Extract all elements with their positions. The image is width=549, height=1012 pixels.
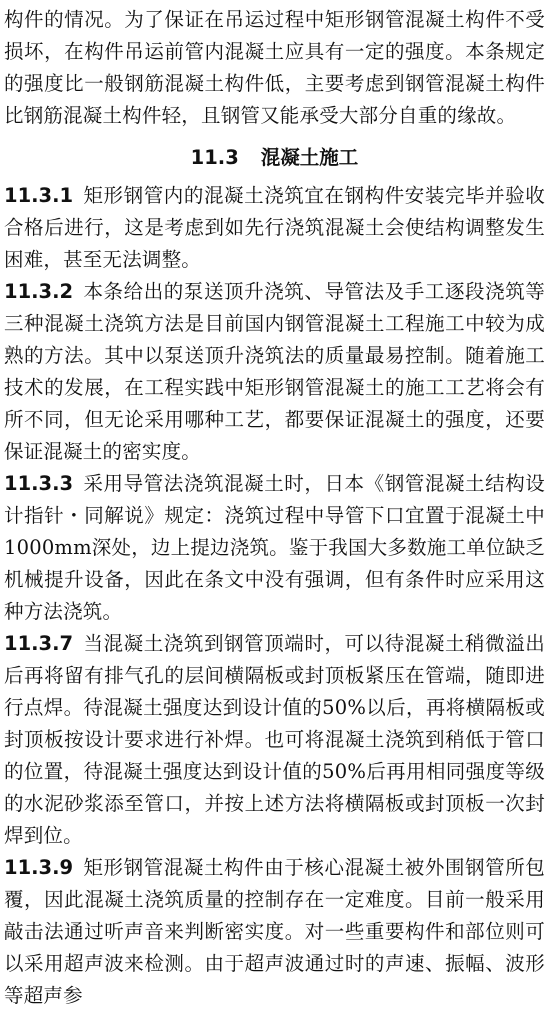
clause-text: 本条给出的泵送顶升浇筑、导管法及手工逐段浇筑等三种混凝土浇筑方法是目前国内钢管混凝土工程施工中较为成熟的方法。其中以泵送顶升浇筑法的质量最易控制。随着施工技术的发展，在工程实践中矩形钢管混凝土的施工工艺将会有所不同，但无论采用哪种工艺，都要保证混凝土的强度，还要保证混凝土的密实度。: [4, 280, 545, 463]
clause-number: 11.3.7: [4, 632, 74, 655]
clause-text: 采用导管法浇筑混凝土时，日本《钢管混凝土结构设计指针・同解说》规定：浇筑过程中导管下口宜置于混凝土中1000mm深处，边上提边浇筑。鉴于我国大多数施工单位缺乏机械提升设备，因此在条文中没有强调，但有条件时应采用这种方法浇筑。: [4, 472, 545, 623]
clause-number: 11.3.9: [4, 856, 74, 879]
clause-number: 11.3.1: [4, 184, 74, 207]
clause-11-3-7: [4, 628, 545, 852]
clause-number: 11.3.3: [4, 472, 74, 495]
clause-text: 矩形钢管混凝土构件由于核心混凝土被外围钢管所包覆，因此混凝土浇筑质量的控制存在一定难度。目前一般采用敲击法通过听声音来判断密实度。对一些重要构件和部位则可以采用超声波来检测。由于超声波通过时的声速、振幅、波形等超声参: [4, 856, 545, 1007]
clause-text: 矩形钢管内的混凝土浇筑宜在钢构件安装完毕并验收合格后进行，这是考虑到如先行浇筑混凝土会使结构调整发生困难，甚至无法调整。: [4, 184, 545, 271]
clause-11-3-9: [4, 852, 545, 1012]
clause-11-3-1: [4, 180, 545, 276]
section-title: 混凝土施工: [260, 146, 359, 169]
clause-11-3-3: [4, 468, 545, 628]
clause-11-3-2: [4, 276, 545, 468]
clause-number: 11.3.2: [4, 280, 74, 303]
section-number: 11.3: [190, 146, 239, 169]
clause-text: 当混凝土浇筑到钢管顶端时，可以待混凝土稍微溢出后再将留有排气孔的层间横隔板或封顶板紧压在管端，随即进行点焊。待混凝土强度达到设计值的50%以后，再将横隔板或封顶板按设计要求进行补焊。也可将混凝土浇筑到稍低于管口的位置，待混凝土强度达到设计值的50%后再用相同强度等级的水泥砂浆添至管口，并按上述方法将横隔板或封顶板一次封焊到位。: [4, 632, 545, 847]
section-heading: [4, 142, 545, 174]
intro-paragraph: 构件的情况。为了保证在吊运过程中矩形钢管混凝土构件不受损坏，在构件吊运前管内混凝土应具有一定的强度。本条规定的强度比一般钢筋混凝土构件低，主要考虑到钢管混凝土构件比钢筋混凝土构件轻，且钢管又能承受大部分自重的缘故。: [4, 8, 545, 127]
